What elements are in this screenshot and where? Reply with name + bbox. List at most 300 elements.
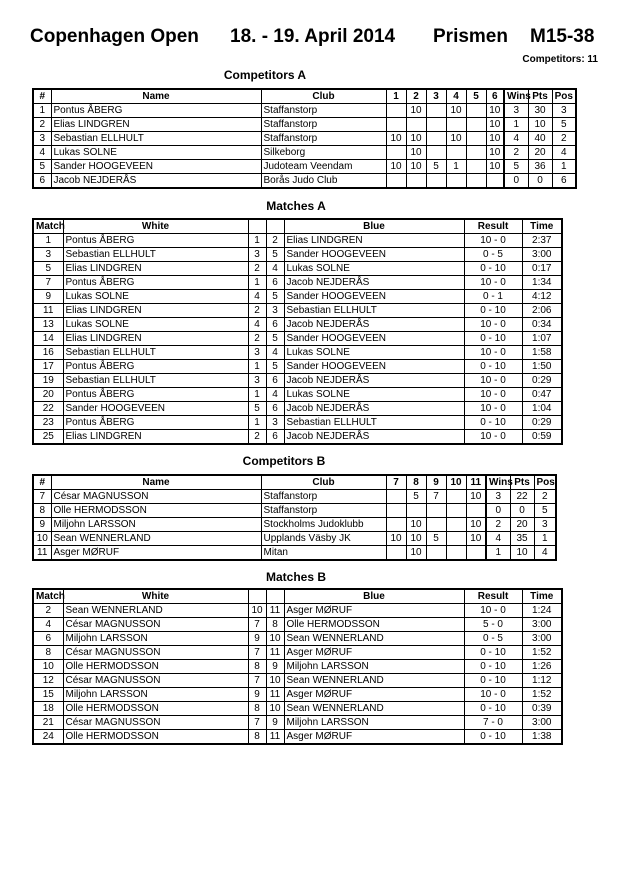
- competitor-number: 8: [33, 504, 51, 518]
- blue-number: 6: [266, 276, 284, 290]
- white-number: 8: [248, 730, 266, 745]
- white-number: 3: [248, 346, 266, 360]
- match-time: 1:50: [522, 360, 562, 374]
- match-number: 24: [33, 730, 63, 745]
- competitor-club: Judoteam Veendam: [261, 160, 386, 174]
- competitor-club: Upplands Väsby JK: [261, 532, 386, 546]
- round-score: [466, 118, 486, 132]
- round-score: 1: [446, 160, 466, 174]
- match-number: 15: [33, 688, 63, 702]
- blue-number: 3: [266, 304, 284, 318]
- header-row: [33, 219, 562, 234]
- match-result: 0 - 10: [464, 646, 522, 660]
- blue-number: 5: [266, 360, 284, 374]
- table-row: [33, 490, 556, 504]
- match-number: 20: [33, 388, 63, 402]
- match-result: 0 - 10: [464, 304, 522, 318]
- match-result: 7 - 0: [464, 716, 522, 730]
- blue-competitor: Sander HOOGEVEEN: [284, 332, 464, 346]
- competitor-name: Asger MØRUF: [51, 546, 261, 561]
- table-row: [33, 234, 562, 248]
- matches-b-table: [32, 588, 563, 745]
- match-time: 1:26: [522, 660, 562, 674]
- round-score: 5: [426, 532, 446, 546]
- points: 36: [528, 160, 552, 174]
- white-competitor: Pontus ÅBERG: [63, 276, 248, 290]
- competitor-number: 5: [33, 160, 51, 174]
- table-row: [33, 504, 556, 518]
- column-header: [248, 219, 266, 234]
- table-row: [33, 118, 576, 132]
- round-score: [446, 174, 466, 189]
- round-score: [426, 104, 446, 118]
- match-time: 0:47: [522, 388, 562, 402]
- wins: 1: [504, 118, 528, 132]
- blue-competitor: Sebastian ELLHULT: [284, 304, 464, 318]
- table-row: [33, 646, 562, 660]
- white-number: 5: [248, 402, 266, 416]
- match-time: 4:12: [522, 290, 562, 304]
- event-venue: Prismen: [433, 26, 508, 47]
- blue-number: 6: [266, 318, 284, 332]
- position: 2: [552, 132, 576, 146]
- blue-competitor: Jacob NEJDERÅS: [284, 374, 464, 388]
- round-score: 10: [446, 132, 466, 146]
- table-row: [33, 688, 562, 702]
- competitor-club: Staffanstorp: [261, 104, 386, 118]
- blue-number: 11: [266, 646, 284, 660]
- round-score: [406, 504, 426, 518]
- round-score: 10: [466, 532, 486, 546]
- competitor-name: Jacob NEJDERÅS: [51, 174, 261, 189]
- table-row: [33, 346, 562, 360]
- competitors-count: Competitors: 11: [522, 54, 598, 65]
- competitor-name: Lukas SOLNE: [51, 146, 261, 160]
- competitor-club: Staffanstorp: [261, 504, 386, 518]
- column-header: Match: [33, 219, 63, 234]
- round-score: [386, 490, 406, 504]
- round-score: 5: [406, 490, 426, 504]
- round-score: 10: [406, 132, 426, 146]
- column-header: Club: [261, 475, 386, 490]
- points: 0: [528, 174, 552, 189]
- round-score: [386, 546, 406, 561]
- round-score: [386, 504, 406, 518]
- column-header: #: [33, 89, 51, 104]
- white-competitor: César MAGNUSSON: [63, 674, 248, 688]
- round-score: 10: [466, 490, 486, 504]
- column-header: 8: [406, 475, 426, 490]
- round-score: 10: [386, 532, 406, 546]
- competitor-number: 4: [33, 146, 51, 160]
- column-header: Club: [261, 89, 386, 104]
- competitor-name: Miljohn LARSSON: [51, 518, 261, 532]
- round-score: 10: [486, 132, 504, 146]
- white-competitor: Sebastian ELLHULT: [63, 346, 248, 360]
- table-row: [33, 618, 562, 632]
- match-time: 1:52: [522, 688, 562, 702]
- match-number: 7: [33, 276, 63, 290]
- white-number: 2: [248, 332, 266, 346]
- white-number: 7: [248, 618, 266, 632]
- blue-competitor: Lukas SOLNE: [284, 346, 464, 360]
- column-header: Time: [522, 589, 562, 604]
- wins: 5: [504, 160, 528, 174]
- match-result: 0 - 10: [464, 660, 522, 674]
- white-competitor: Olle HERMODSSON: [63, 730, 248, 745]
- position: 3: [534, 518, 556, 532]
- round-score: [426, 174, 446, 189]
- round-score: [466, 174, 486, 189]
- blue-competitor: Sander HOOGEVEEN: [284, 360, 464, 374]
- column-header: Wins: [486, 475, 510, 490]
- white-number: 4: [248, 290, 266, 304]
- match-result: 10 - 0: [464, 346, 522, 360]
- match-time: 3:00: [522, 716, 562, 730]
- competitors-b-table: [32, 474, 557, 561]
- wins: 0: [504, 174, 528, 189]
- match-time: 0:59: [522, 430, 562, 445]
- column-header: 6: [486, 89, 504, 104]
- table-row: [33, 360, 562, 374]
- table-row: [33, 160, 576, 174]
- column-header: Blue: [284, 589, 464, 604]
- points: 10: [528, 118, 552, 132]
- table-row: [33, 248, 562, 262]
- match-time: 3:00: [522, 248, 562, 262]
- competitor-club: Staffanstorp: [261, 118, 386, 132]
- match-result: 0 - 10: [464, 416, 522, 430]
- blue-number: 9: [266, 660, 284, 674]
- competitors-b-heading: Competitors B: [242, 454, 326, 468]
- competitor-club: Staffanstorp: [261, 490, 386, 504]
- match-time: 3:00: [522, 632, 562, 646]
- column-header: [266, 219, 284, 234]
- round-score: [446, 532, 466, 546]
- round-score: [486, 174, 504, 189]
- competitor-name: Olle HERMODSSON: [51, 504, 261, 518]
- competitor-number: 2: [33, 118, 51, 132]
- round-score: 10: [406, 518, 426, 532]
- white-number: 1: [248, 416, 266, 430]
- match-time: 1:12: [522, 674, 562, 688]
- match-result: 10 - 0: [464, 604, 522, 618]
- points: 20: [510, 518, 534, 532]
- matches-b-heading: Matches B: [265, 570, 327, 584]
- column-header: Result: [464, 219, 522, 234]
- match-result: 10 - 0: [464, 688, 522, 702]
- blue-number: 5: [266, 332, 284, 346]
- round-score: 10: [486, 118, 504, 132]
- round-score: [406, 118, 426, 132]
- match-time: 2:06: [522, 304, 562, 318]
- round-score: [446, 504, 466, 518]
- column-header: 2: [406, 89, 426, 104]
- match-time: 0:39: [522, 702, 562, 716]
- column-header: White: [63, 219, 248, 234]
- wins: 4: [486, 532, 510, 546]
- column-header: Wins: [504, 89, 528, 104]
- round-score: [406, 174, 426, 189]
- header-row: [33, 475, 556, 490]
- blue-competitor: Asger MØRUF: [284, 604, 464, 618]
- table-row: [33, 518, 556, 532]
- round-score: 10: [446, 104, 466, 118]
- table-row: [33, 174, 576, 189]
- competitors-a-table: [32, 88, 577, 189]
- match-time: 0:34: [522, 318, 562, 332]
- event-dates: 18. - 19. April 2014: [230, 26, 396, 47]
- column-header: Name: [51, 475, 261, 490]
- blue-competitor: Jacob NEJDERÅS: [284, 402, 464, 416]
- column-header: 9: [426, 475, 446, 490]
- match-time: 1:52: [522, 646, 562, 660]
- wins: 1: [486, 546, 510, 561]
- position: 1: [534, 532, 556, 546]
- competitor-name: César MAGNUSSON: [51, 490, 261, 504]
- competitor-number: 9: [33, 518, 51, 532]
- column-header: White: [63, 589, 248, 604]
- round-score: 10: [466, 518, 486, 532]
- position: 3: [552, 104, 576, 118]
- blue-competitor: Sean WENNERLAND: [284, 632, 464, 646]
- blue-competitor: Olle HERMODSSON: [284, 618, 464, 632]
- position: 4: [552, 146, 576, 160]
- blue-competitor: Sebastian ELLHULT: [284, 416, 464, 430]
- table-row: [33, 276, 562, 290]
- match-number: 3: [33, 248, 63, 262]
- table-row: [33, 532, 556, 546]
- column-header: [266, 589, 284, 604]
- round-score: 10: [386, 132, 406, 146]
- column-header: [248, 589, 266, 604]
- match-time: 1:38: [522, 730, 562, 745]
- blue-competitor: Jacob NEJDERÅS: [284, 318, 464, 332]
- white-number: 7: [248, 646, 266, 660]
- blue-number: 11: [266, 604, 284, 618]
- white-competitor: Pontus ÅBERG: [63, 416, 248, 430]
- white-number: 1: [248, 360, 266, 374]
- round-score: [446, 490, 466, 504]
- blue-number: 5: [266, 290, 284, 304]
- table-row: [33, 702, 562, 716]
- blue-number: 2: [266, 234, 284, 248]
- match-time: 0:29: [522, 374, 562, 388]
- match-number: 16: [33, 346, 63, 360]
- blue-number: 11: [266, 688, 284, 702]
- match-result: 10 - 0: [464, 318, 522, 332]
- match-number: 12: [33, 674, 63, 688]
- white-number: 1: [248, 276, 266, 290]
- round-score: [446, 118, 466, 132]
- white-competitor: Sebastian ELLHULT: [63, 248, 248, 262]
- white-competitor: Elias LINDGREN: [63, 332, 248, 346]
- column-header: Pos: [534, 475, 556, 490]
- white-number: 7: [248, 716, 266, 730]
- blue-competitor: Jacob NEJDERÅS: [284, 430, 464, 445]
- column-header: 10: [446, 475, 466, 490]
- points: 30: [528, 104, 552, 118]
- match-number: 9: [33, 290, 63, 304]
- round-score: 10: [406, 146, 426, 160]
- match-time: 1:58: [522, 346, 562, 360]
- competitor-number: 1: [33, 104, 51, 118]
- round-score: 7: [426, 490, 446, 504]
- points: 10: [510, 546, 534, 561]
- match-number: 11: [33, 304, 63, 318]
- match-time: 1:07: [522, 332, 562, 346]
- round-score: [386, 146, 406, 160]
- position: 5: [552, 118, 576, 132]
- position: 1: [552, 160, 576, 174]
- match-number: 19: [33, 374, 63, 388]
- wins: 0: [486, 504, 510, 518]
- round-score: [426, 518, 446, 532]
- white-competitor: Pontus ÅBERG: [63, 360, 248, 374]
- white-number: 4: [248, 318, 266, 332]
- match-number: 8: [33, 646, 63, 660]
- blue-number: 10: [266, 702, 284, 716]
- match-result: 10 - 0: [464, 402, 522, 416]
- white-number: 9: [248, 632, 266, 646]
- table-row: [33, 430, 562, 445]
- blue-number: 6: [266, 402, 284, 416]
- competitor-club: Borås Judo Club: [261, 174, 386, 189]
- blue-competitor: Sander HOOGEVEEN: [284, 248, 464, 262]
- blue-number: 10: [266, 674, 284, 688]
- position: 4: [534, 546, 556, 561]
- matches-a-table: [32, 218, 563, 445]
- blue-competitor: Lukas SOLNE: [284, 388, 464, 402]
- column-header: 4: [446, 89, 466, 104]
- match-time: 0:17: [522, 262, 562, 276]
- round-score: [386, 118, 406, 132]
- header-row: [33, 89, 576, 104]
- table-row: [33, 290, 562, 304]
- table-row: [33, 604, 562, 618]
- white-competitor: Pontus ÅBERG: [63, 388, 248, 402]
- match-number: 10: [33, 660, 63, 674]
- match-number: 4: [33, 618, 63, 632]
- competitor-club: Silkeborg: [261, 146, 386, 160]
- match-result: 0 - 5: [464, 248, 522, 262]
- round-score: [466, 160, 486, 174]
- white-number: 8: [248, 702, 266, 716]
- match-result: 0 - 1: [464, 290, 522, 304]
- event-category: M15-38: [530, 26, 595, 47]
- header-row: [33, 589, 562, 604]
- competitor-number: 7: [33, 490, 51, 504]
- match-result: 5 - 0: [464, 618, 522, 632]
- blue-number: 11: [266, 730, 284, 745]
- wins: 4: [504, 132, 528, 146]
- blue-competitor: Sander HOOGEVEEN: [284, 290, 464, 304]
- round-score: [446, 518, 466, 532]
- column-header: 3: [426, 89, 446, 104]
- white-competitor: Olle HERMODSSON: [63, 660, 248, 674]
- white-number: 3: [248, 248, 266, 262]
- white-number: 8: [248, 660, 266, 674]
- blue-number: 4: [266, 262, 284, 276]
- table-row: [33, 660, 562, 674]
- round-score: [426, 546, 446, 561]
- match-number: 22: [33, 402, 63, 416]
- matches-a-heading: Matches A: [266, 199, 326, 213]
- match-result: 10 - 0: [464, 234, 522, 248]
- blue-number: 4: [266, 346, 284, 360]
- competitor-club: Staffanstorp: [261, 132, 386, 146]
- white-number: 2: [248, 430, 266, 445]
- round-score: [446, 546, 466, 561]
- position: 2: [534, 490, 556, 504]
- column-header: Blue: [284, 219, 464, 234]
- match-number: 1: [33, 234, 63, 248]
- blue-competitor: Miljohn LARSSON: [284, 716, 464, 730]
- blue-competitor: Sean WENNERLAND: [284, 674, 464, 688]
- white-competitor: Elias LINDGREN: [63, 304, 248, 318]
- match-result: 10 - 0: [464, 276, 522, 290]
- white-competitor: Miljohn LARSSON: [63, 688, 248, 702]
- column-header: 11: [466, 475, 486, 490]
- match-result: 0 - 5: [464, 632, 522, 646]
- round-score: [446, 146, 466, 160]
- table-row: [33, 318, 562, 332]
- match-number: 13: [33, 318, 63, 332]
- table-row: [33, 262, 562, 276]
- round-score: [466, 546, 486, 561]
- match-result: 0 - 10: [464, 702, 522, 716]
- match-number: 25: [33, 430, 63, 445]
- match-time: 1:24: [522, 604, 562, 618]
- white-number: 2: [248, 304, 266, 318]
- column-header: Pos: [552, 89, 576, 104]
- competitors-a-heading: Competitors A: [223, 68, 307, 82]
- match-result: 10 - 0: [464, 388, 522, 402]
- match-result: 0 - 10: [464, 730, 522, 745]
- column-header: Match: [33, 589, 63, 604]
- white-competitor: Olle HERMODSSON: [63, 702, 248, 716]
- white-number: 9: [248, 688, 266, 702]
- table-row: [33, 402, 562, 416]
- table-row: [33, 374, 562, 388]
- match-time: 0:29: [522, 416, 562, 430]
- table-row: [33, 416, 562, 430]
- table-row: [33, 674, 562, 688]
- round-score: [426, 132, 446, 146]
- column-header: Pts: [528, 89, 552, 104]
- blue-competitor: Asger MØRUF: [284, 730, 464, 745]
- column-header: Pts: [510, 475, 534, 490]
- competitor-number: 10: [33, 532, 51, 546]
- white-number: 1: [248, 388, 266, 402]
- competitor-number: 6: [33, 174, 51, 189]
- wins: 3: [486, 490, 510, 504]
- white-number: 2: [248, 262, 266, 276]
- match-result: 10 - 0: [464, 374, 522, 388]
- blue-number: 5: [266, 248, 284, 262]
- match-number: 21: [33, 716, 63, 730]
- column-header: 7: [386, 475, 406, 490]
- competitor-club: Mitan: [261, 546, 386, 561]
- blue-number: 10: [266, 632, 284, 646]
- competitor-name: Pontus ÅBERG: [51, 104, 261, 118]
- round-score: [386, 174, 406, 189]
- match-time: 2:37: [522, 234, 562, 248]
- wins: 2: [504, 146, 528, 160]
- white-number: 7: [248, 674, 266, 688]
- match-number: 17: [33, 360, 63, 374]
- white-number: 10: [248, 604, 266, 618]
